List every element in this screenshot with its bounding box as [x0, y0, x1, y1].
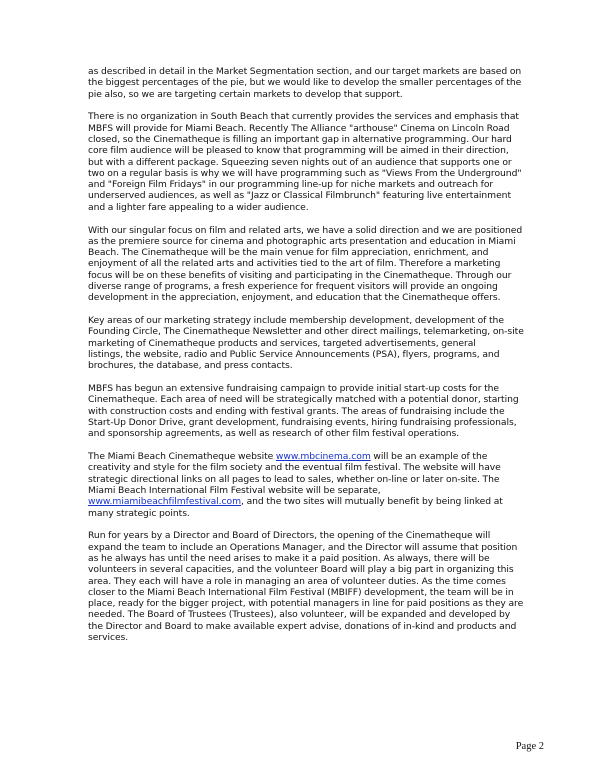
text-line: the Director and Board to make available expert advise, donations of in-kind and products and	[88, 620, 517, 632]
text-line: and "Foreign Film Fridays" in our programming line-up for niche markets and outreach for	[88, 179, 494, 191]
text-line: Key areas of our marketing strategy include membership development, development of the	[88, 315, 504, 327]
paragraph-market-targets	[88, 66, 524, 100]
text-line: There is no organization in South Beach that currently provides the services and emphasis that	[88, 111, 519, 123]
text-line	[88, 451, 524, 462]
text-line: area. They each will have a role in managing an area of volunteer duties. As the time comes	[88, 575, 506, 587]
text-line: creativity and style for the film society and the eventual film festival. The website will have	[88, 462, 501, 474]
text-fragment: will be an example of the	[370, 451, 488, 463]
text-line: Run for years by a Director and Board of Directors, the opening of the Cinematheque will	[88, 530, 491, 542]
text-line: MBFS will provide for Miami Beach. Recently The Alliance "arthouse" Cinema on Lincoln Road	[88, 122, 510, 134]
text-line: Cinematheque. Each area of need will be strategically matched with a potential donor, starting	[88, 394, 519, 406]
text-line: but with a different package. Squeezing seven nights out of an audience that supports one or	[88, 156, 512, 168]
text-line: Miami Beach International Film Festival website will be separate,	[88, 485, 381, 496]
text-line: needed. The Board of Trustees (Trustees), also volunteer, will be expanded and developed by	[88, 609, 511, 621]
paragraph-singular-focus	[88, 225, 524, 304]
page-number: Page 2	[515, 741, 544, 752]
text-line: brochures, the database, and press contacts.	[88, 360, 293, 372]
text-line	[88, 496, 524, 507]
text-line: closed, so the Cinematheque is filling an important gap in alternative programming. Our hard	[88, 133, 512, 145]
text-line: the biggest percentages of the pie, but we would like to develop the smaller percentages of the	[88, 77, 522, 89]
text-line: MBFS has begun an extensive fundraising campaign to provide initial start-up costs for the	[88, 383, 500, 395]
document-body	[88, 66, 524, 655]
text-line: place, ready for the bigger project, with potential managers in line for paid positions as they are	[88, 598, 524, 610]
text-line: Founding Circle, The Cinematheque Newsletter and other direct mailings, telemarketing, on-site	[88, 326, 524, 338]
text-line: with construction costs and ending with festival grants. The areas of fundraising include the	[88, 405, 505, 417]
text-line: strategic directional links on all pages to lead to sales, whether on-line or later on-site. The	[88, 473, 500, 485]
text-line: With our singular focus on film and related arts, we have a solid direction and we are positioned	[88, 224, 523, 236]
text-line: listings, the website, radio and Public Service Announcements (PSA), flyers, programs, and	[88, 349, 500, 361]
text-line: marketing of Cinematheque products and services, targeted advertisements, general	[88, 337, 476, 349]
text-line: core film audience will be pleased to know that programming will be aimed in their direction,	[88, 145, 509, 157]
text-line: many strategic points.	[88, 507, 190, 519]
text-fragment: , and the two sites will mutually benefit by being linked at	[241, 496, 503, 508]
text-line: enjoyment of all the related arts and activities tied to the art of film. Therefore a marketing	[88, 258, 501, 270]
text-line: volunteers in several capacities, and the volunteer Board will play a big part in organizing this	[88, 564, 514, 576]
paragraph-no-organization	[88, 111, 524, 213]
text-line: closer to the Miami Beach International Film Festival (MBIFF) development, the team will be in	[88, 586, 514, 598]
paragraph-fundraising	[88, 383, 524, 439]
text-line: services.	[88, 632, 129, 644]
text-line: and a lighter fare appealing to a wider audience.	[88, 201, 309, 213]
miamibeachfilmfestival-link[interactable]: www.miamibeachfilmfestival.com	[88, 496, 242, 508]
text-line: as he always has until the need arises to make it a paid position. As always, there will be	[88, 552, 490, 564]
text-line: and sponsorship agreements, as well as research of other film festival operations.	[88, 428, 460, 440]
text-line: expand the team to include an Operations Manager, and the Director will assume that position	[88, 541, 518, 553]
paragraph-website	[88, 451, 524, 519]
text-line: pie also, so we are targeting certain markets to develop that support.	[88, 88, 403, 100]
text-fragment: The Miami Beach Cinematheque website	[88, 451, 276, 463]
text-line: Beach. The Cinematheque will be the main venue for film appreciation, enrichment, and	[88, 247, 489, 259]
mbcinema-link[interactable]: www.mbcinema.com	[275, 451, 371, 463]
paragraph-team	[88, 530, 524, 643]
text-line: focus will be on these benefits of visiting and participating in the Cinematheque. Through our	[88, 269, 512, 281]
text-line: underserved audiences, as well as "Jazz or Classical Filmbrunch" featuring live entertainment	[88, 190, 512, 202]
text-line: diverse range of programs, a fresh experience for frequent visitors will provide an ongoing	[88, 281, 498, 293]
text-line: development in the appreciation, enjoyment, and education that the Cinematheque offers.	[88, 292, 501, 304]
text-line: as the premiere source for cinema and photographic arts presentation and education in Miami	[88, 235, 516, 247]
text-line: Start-Up Donor Drive, grant development, fundraising events, hiring fundraising professionals,	[88, 417, 517, 429]
text-line: as described in detail in the Market Segmentation section, and our target markets are based on	[88, 66, 522, 77]
text-line: two on a regular basis is why we will have programming such as "Views From the Underground"	[88, 167, 522, 179]
paragraph-marketing-strategy	[88, 315, 524, 371]
